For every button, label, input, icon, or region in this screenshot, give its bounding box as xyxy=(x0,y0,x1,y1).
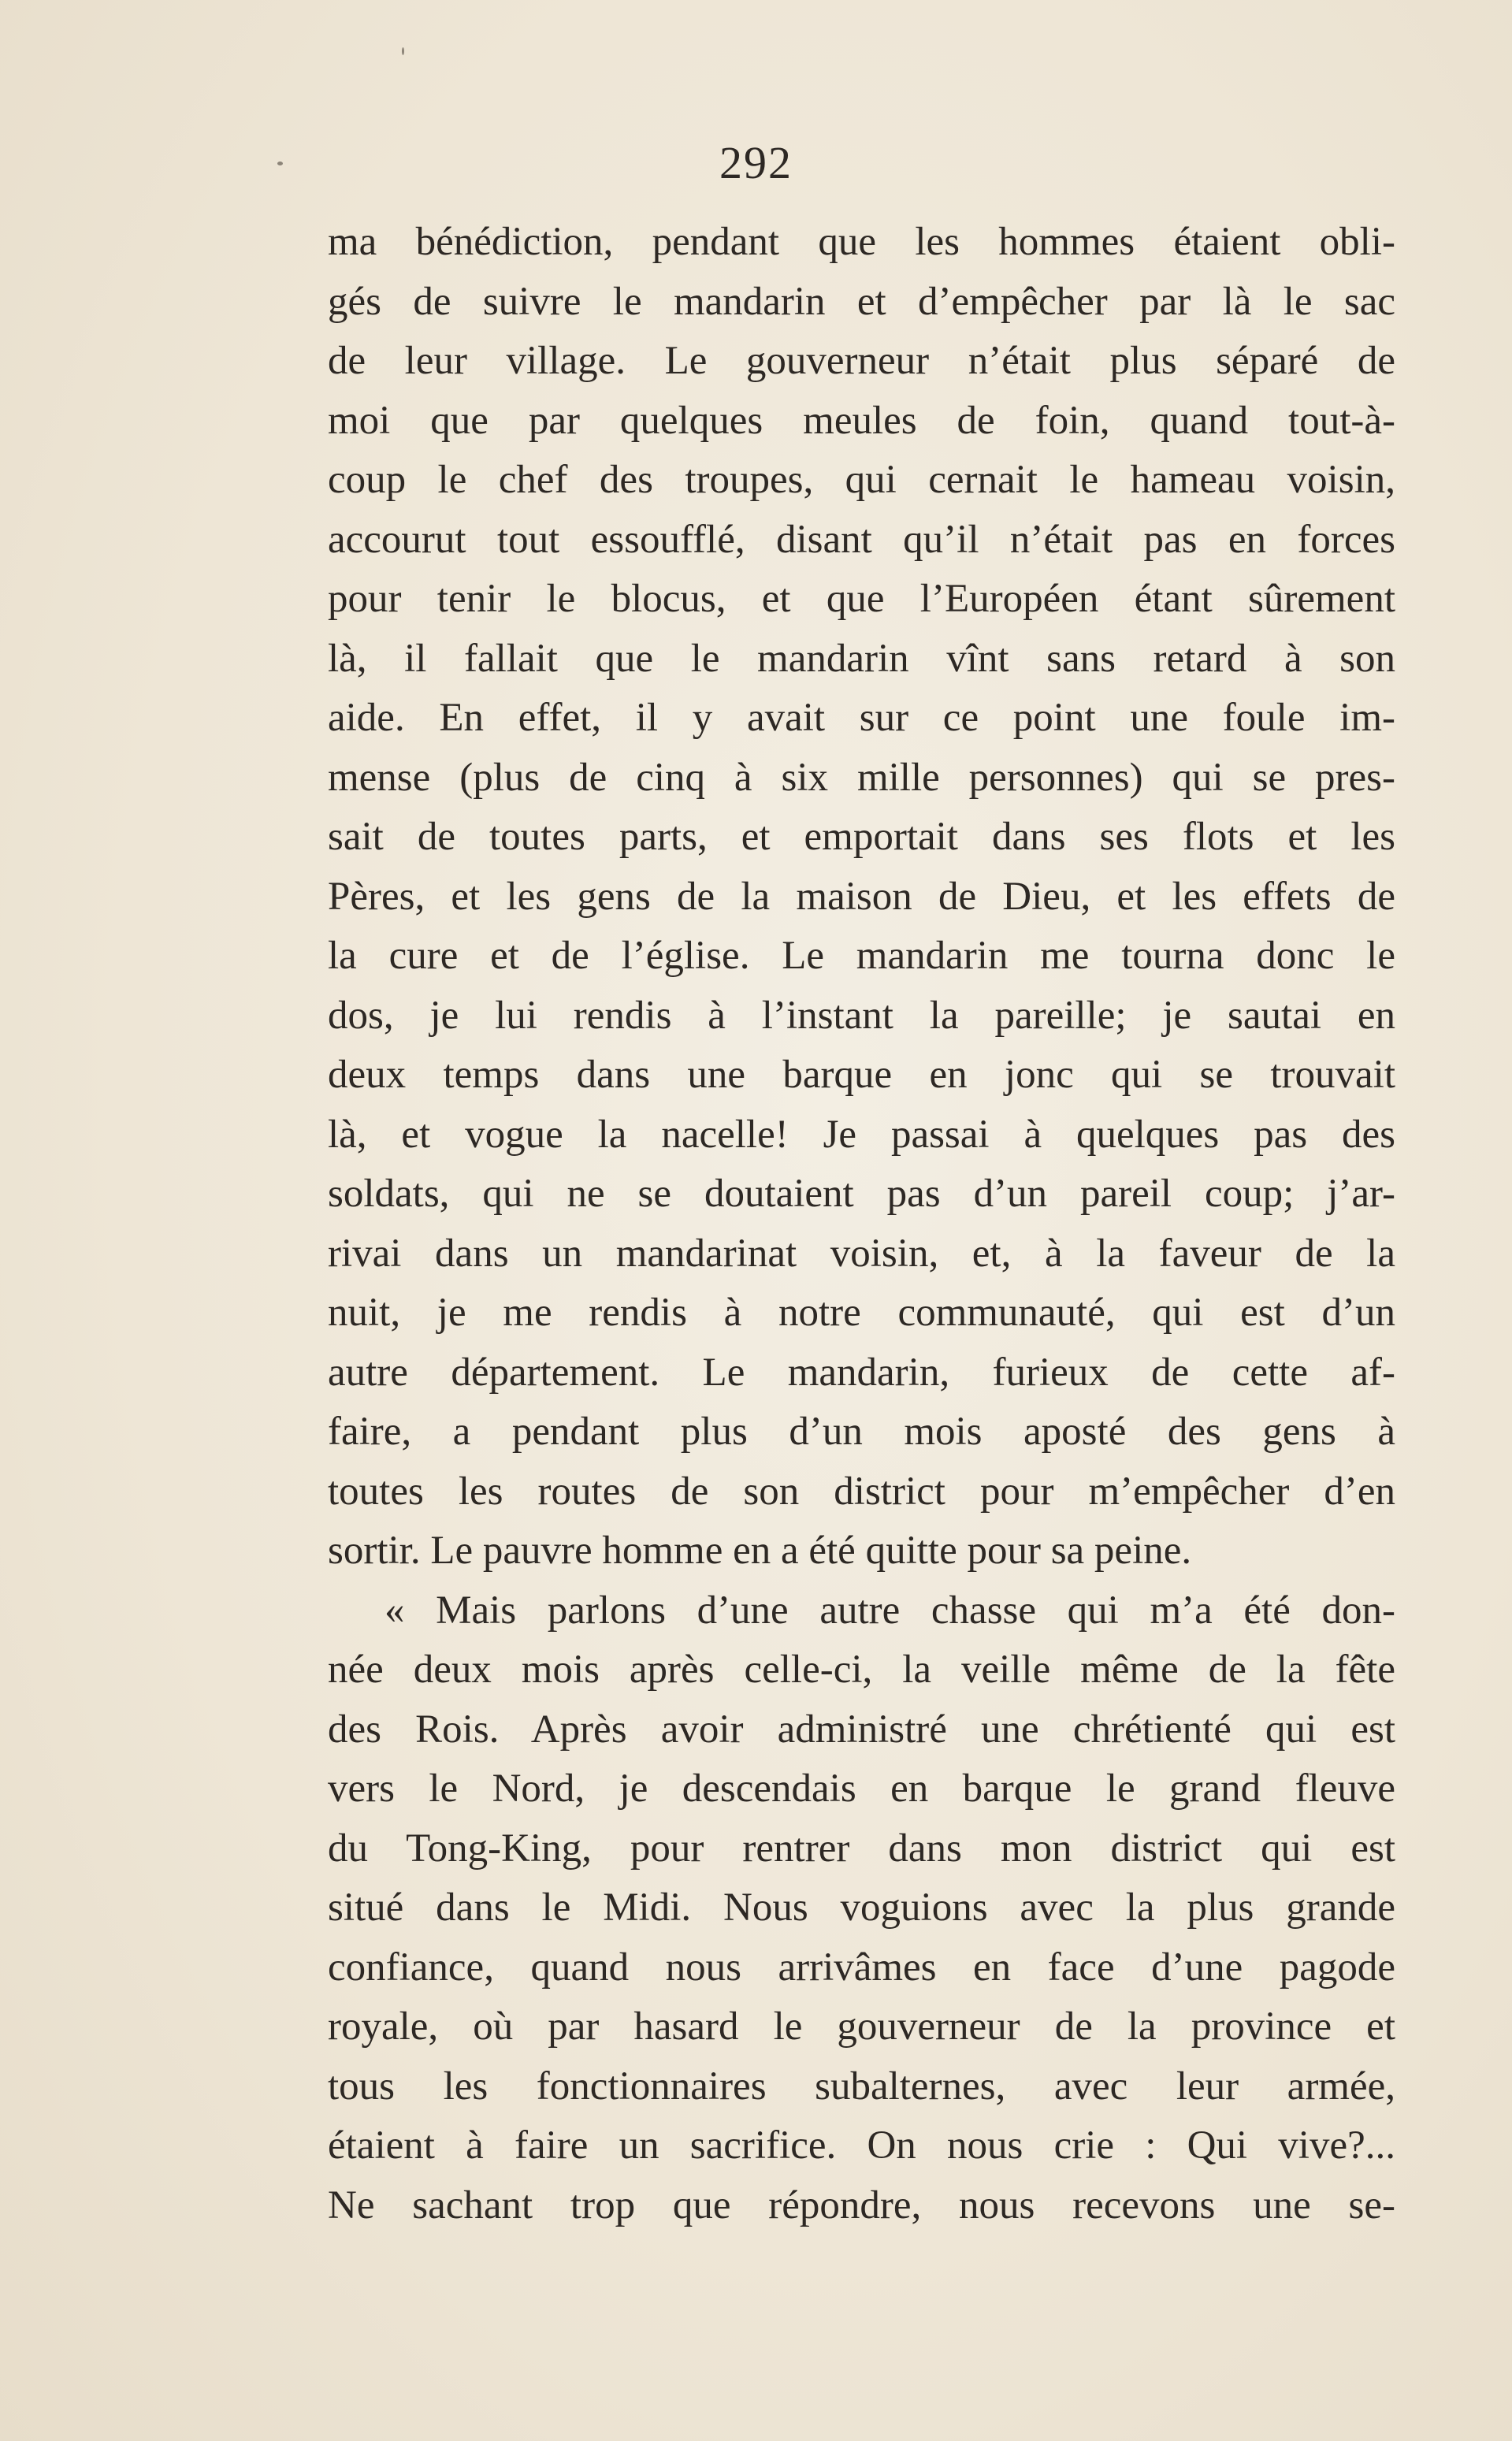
text-line: dos, je lui rendis à l’instant la pareille; je sautai en xyxy=(328,993,1395,1038)
text-line: soldats, qui ne se doutaient pas d’un pareil coup; j’ar- xyxy=(328,1172,1395,1216)
text-line: étaient à faire un sacrifice. On nous crie : Qui vive?... xyxy=(328,2123,1395,2168)
text-line: coup le chef des troupes, qui cernait le hameau voisin, xyxy=(328,458,1395,502)
text-line: situé dans le Midi. Nous voguions avec la plus grande xyxy=(328,1886,1395,1930)
text-line: du Tong-King, pour rentrer dans mon district qui est xyxy=(328,1826,1395,1871)
text-line: accourut tout essoufflé, disant qu’il n’était pas en forces xyxy=(328,517,1395,562)
text-line: là, il fallait que le mandarin vînt sans retard à son xyxy=(328,636,1395,681)
text-line: royale, où par hasard le gouverneur de la province et xyxy=(328,2004,1395,2049)
paper-speck xyxy=(402,47,404,55)
paragraph-end-line: sortir. Le pauvre homme en a été quitte pour sa peine. xyxy=(328,1529,1192,1573)
text-line: née deux mois après celle-ci, la veille même de la fête xyxy=(328,1648,1395,1692)
text-line: gés de suivre le mandarin et d’empêcher par là le sac xyxy=(328,279,1395,324)
paragraph-start-line: « Mais parlons d’une autre chasse qui m’a été don- xyxy=(385,1588,1395,1633)
text-line: deux temps dans une barque en jonc qui se trouvait xyxy=(328,1053,1395,1097)
text-line: faire, a pendant plus d’un mois aposté des gens à xyxy=(328,1410,1395,1454)
text-line: sait de toutes parts, et emportait dans ses flots et les xyxy=(328,815,1395,859)
text-line: rivai dans un mandarinat voisin, et, à la faveur de la xyxy=(328,1231,1395,1276)
text-line: de leur village. Le gouverneur n’était plus séparé de xyxy=(328,339,1395,383)
text-line: des Rois. Après avoir administré une chrétienté qui est xyxy=(328,1707,1395,1752)
text-line: aide. En effet, il y avait sur ce point une foule im- xyxy=(328,696,1395,740)
text-line: moi que par quelques meules de foin, quand tout-à- xyxy=(328,398,1395,443)
text-line: confiance, quand nous arrivâmes en face d’une pagode xyxy=(328,1945,1395,1990)
text-line: autre département. Le mandarin, furieux de cette af- xyxy=(328,1350,1395,1395)
text-line: vers le Nord, je descendais en barque le grand fleuve xyxy=(328,1767,1395,1811)
text-line: nuit, je me rendis à notre communauté, qui est d’un xyxy=(328,1291,1395,1335)
text-line: mense (plus de cinq à six mille personnes) qui se pres- xyxy=(328,755,1395,800)
page-number: 292 xyxy=(719,137,793,188)
text-line: la cure et de l’église. Le mandarin me tourna donc le xyxy=(328,934,1395,978)
text-line: Ne sachant trop que répondre, nous recevons une se- xyxy=(328,2183,1395,2227)
body-text xyxy=(328,213,1395,2235)
text-line: pour tenir le blocus, et que l’Européen étant sûrement xyxy=(328,577,1395,621)
text-line: tous les fonctionnaires subalternes, avec leur armée, xyxy=(328,2064,1395,2108)
text-line: toutes les routes de son district pour m’empêcher d’en xyxy=(328,1469,1395,1514)
text-line: Pères, et les gens de la maison de Dieu, et les effets de xyxy=(328,874,1395,919)
text-line: ma bénédiction, pendant que les hommes étaient obli- xyxy=(328,220,1395,264)
text-line: là, et vogue la nacelle! Je passai à quelques pas des xyxy=(328,1112,1395,1157)
